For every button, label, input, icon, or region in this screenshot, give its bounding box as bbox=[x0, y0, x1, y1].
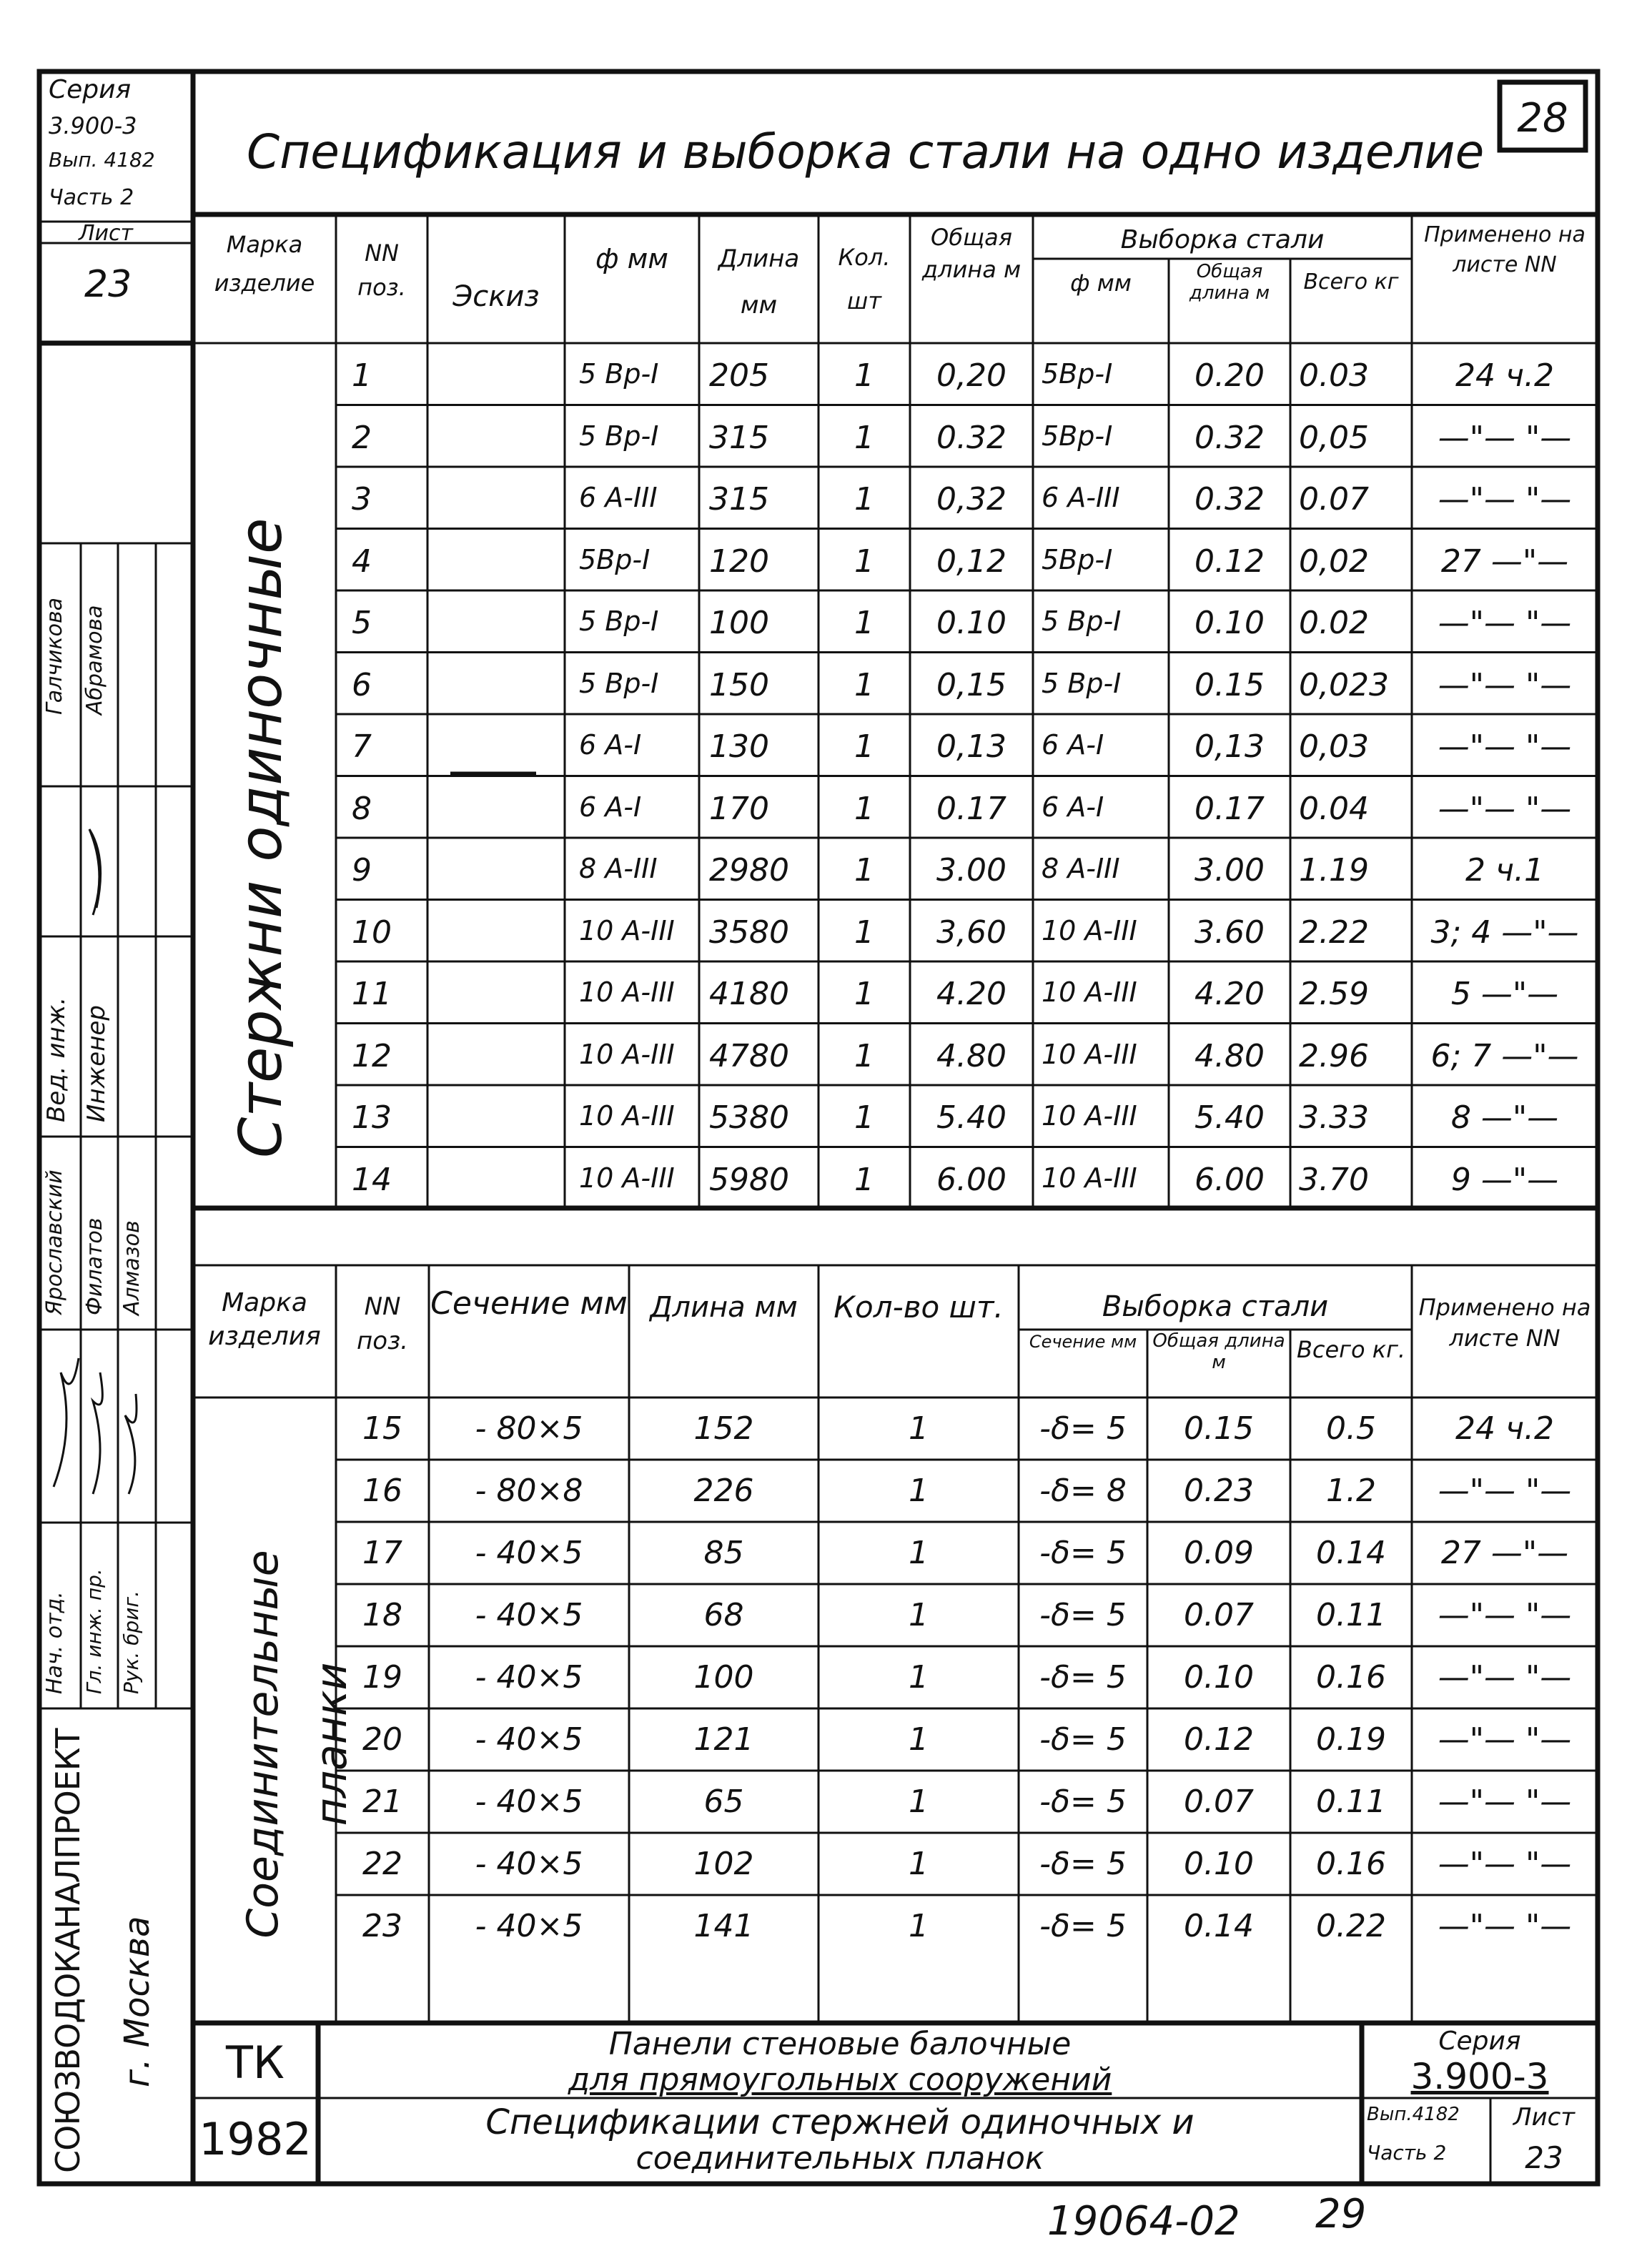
t2-cell-w: 0.16 bbox=[1316, 1659, 1386, 1696]
t1-cell-st: 0.10 bbox=[1195, 605, 1265, 641]
t1-cell-len: 315 bbox=[709, 419, 769, 456]
signature-mark bbox=[125, 1394, 137, 1494]
t2-cell-n: 19 bbox=[362, 1659, 402, 1696]
t2-cell-len: 226 bbox=[693, 1473, 754, 1509]
t1-cell-d: 5 Вр-I bbox=[579, 420, 659, 452]
t1-cell-tl: 4.80 bbox=[936, 1037, 1006, 1074]
t2-cell-s: - 40×5 bbox=[475, 1659, 583, 1696]
t2-cell-q: 1 bbox=[909, 1597, 929, 1633]
t2-header-length: Длина мм bbox=[650, 1291, 798, 1324]
t1-cell-len: 4180 bbox=[709, 976, 789, 1012]
t2-cell-len: 102 bbox=[693, 1846, 754, 1882]
t1-cell-sd: 10 А-III bbox=[1042, 914, 1137, 946]
t1-cell-len: 2980 bbox=[709, 852, 789, 889]
t2-cell-st: 0.23 bbox=[1184, 1473, 1254, 1509]
stamp-role-head-dept: Нач. отд. bbox=[42, 1591, 67, 1694]
page-title: Спецификация и выборка стали на одно изделие bbox=[247, 124, 1485, 179]
t1-header-sketch: Эскиз bbox=[452, 280, 540, 313]
t1-cell-u: 6; 7 —"— bbox=[1430, 1037, 1579, 1074]
t1-cell-sd: 5Вр-I bbox=[1042, 358, 1113, 390]
t2-cell-len: 85 bbox=[703, 1535, 744, 1571]
t2-cell-q: 1 bbox=[909, 1721, 929, 1758]
t2-cell-u: —"— "— bbox=[1438, 1908, 1572, 1944]
t1-header-total: Общая длина м bbox=[921, 224, 1022, 283]
t1-cell-st: 0.12 bbox=[1195, 543, 1265, 580]
t2-header-num: NN поз. bbox=[357, 1292, 408, 1355]
t1-cell-sd: 5 Вр-I bbox=[1042, 605, 1122, 637]
t2-cell-st: 0.07 bbox=[1184, 1597, 1254, 1633]
t1-cell-sd: 10 А-III bbox=[1042, 1162, 1137, 1194]
t1-cell-len: 100 bbox=[709, 605, 769, 641]
t1-cell-st: 3.60 bbox=[1195, 914, 1265, 951]
stamp-city: г. Москва bbox=[117, 1916, 157, 2087]
t1-header-sel-all: Всего кг bbox=[1303, 269, 1399, 295]
title-part: Часть 2 bbox=[1367, 2141, 1447, 2164]
t2-cell-ss: -δ= 8 bbox=[1039, 1473, 1127, 1509]
t2-cell-ss: -δ= 5 bbox=[1039, 1410, 1127, 1447]
t1-cell-st: 0.17 bbox=[1195, 790, 1265, 827]
t2-cell-ss: -δ= 5 bbox=[1039, 1721, 1127, 1758]
t1-cell-d: 10 А-III bbox=[579, 1038, 675, 1070]
t2-group-label: Соединительные планки bbox=[238, 1550, 357, 1939]
t2-cell-n: 21 bbox=[362, 1783, 402, 1820]
t2-cell-u: —"— "— bbox=[1438, 1473, 1572, 1509]
t1-cell-w: 0,02 bbox=[1299, 543, 1369, 580]
t1-cell-w: 0.03 bbox=[1299, 357, 1369, 394]
t2-cell-q: 1 bbox=[909, 1908, 929, 1944]
stamp-role-team-lead: Рук. бриг. bbox=[119, 1590, 143, 1694]
series-label: Серия bbox=[49, 75, 132, 104]
t1-cell-u: —"— "— bbox=[1438, 605, 1572, 641]
sheet-label: Лист bbox=[79, 221, 134, 246]
t2-cell-st: 0.07 bbox=[1184, 1783, 1254, 1820]
title-series-label: Серия bbox=[1438, 2027, 1521, 2056]
t1-cell-d: 10 А-III bbox=[579, 1100, 675, 1132]
t2-cell-s: - 80×5 bbox=[475, 1410, 583, 1447]
t2-cell-ss: -δ= 5 bbox=[1039, 1783, 1127, 1820]
t1-cell-q: 1 bbox=[854, 357, 874, 394]
t2-cell-s: - 40×5 bbox=[475, 1535, 583, 1571]
t2-cell-s: - 40×5 bbox=[475, 1597, 583, 1633]
t2-cell-st: 0.10 bbox=[1184, 1659, 1254, 1696]
t2-cell-n: 17 bbox=[362, 1535, 402, 1571]
title-code: ТК bbox=[226, 2037, 285, 2089]
t2-cell-ss: -δ= 5 bbox=[1039, 1846, 1127, 1882]
t2-cell-n: 18 bbox=[362, 1597, 402, 1633]
t2-cell-n: 20 bbox=[362, 1721, 402, 1758]
t1-cell-len: 3580 bbox=[709, 914, 789, 951]
t1-cell-tl: 0,13 bbox=[936, 728, 1006, 765]
t1-cell-u: 9 —"— bbox=[1450, 1161, 1559, 1198]
stamp-role-lead-engineer: Вед. инж. bbox=[42, 996, 71, 1122]
t2-cell-len: 100 bbox=[693, 1659, 754, 1696]
t2-header-sel-total: Общая длина м bbox=[1152, 1330, 1285, 1373]
t1-cell-sd: 5Вр-I bbox=[1042, 420, 1113, 452]
t1-cell-w: 0,03 bbox=[1299, 728, 1369, 765]
t1-cell-n: 2 bbox=[352, 419, 372, 456]
t1-cell-n: 4 bbox=[352, 543, 372, 580]
part-label: Часть 2 bbox=[49, 185, 134, 210]
t1-header-diam: ф мм bbox=[595, 243, 668, 274]
t1-cell-q: 1 bbox=[854, 914, 874, 951]
t1-cell-q: 1 bbox=[854, 1037, 874, 1074]
t2-header-mark: Марка изделия bbox=[208, 1288, 321, 1351]
signature-mark bbox=[93, 1372, 102, 1494]
t2-cell-len: 141 bbox=[693, 1908, 754, 1944]
t2-cell-n: 15 bbox=[362, 1410, 402, 1447]
t1-cell-u: 5 —"— bbox=[1450, 976, 1559, 1012]
t1-cell-tl: 0,15 bbox=[936, 666, 1006, 703]
t2-cell-len: 121 bbox=[693, 1721, 754, 1758]
t1-cell-w: 0.07 bbox=[1299, 481, 1369, 518]
t1-group-label: Стержни одиночные bbox=[227, 518, 295, 1158]
t1-cell-d: 6 А-I bbox=[579, 729, 642, 761]
t2-cell-u: —"— "— bbox=[1438, 1846, 1572, 1882]
t1-cell-sd: 10 А-III bbox=[1042, 1100, 1137, 1132]
t2-cell-q: 1 bbox=[909, 1535, 929, 1571]
t2-cell-w: 0.19 bbox=[1316, 1721, 1386, 1758]
t1-header-sel-total: Общая длина м bbox=[1189, 261, 1270, 304]
t1-cell-d: 6 А-III bbox=[579, 482, 658, 513]
t1-cell-st: 0,13 bbox=[1195, 728, 1265, 765]
t1-cell-len: 120 bbox=[709, 543, 769, 580]
t1-cell-tl: 0.17 bbox=[936, 790, 1006, 827]
t1-cell-u: —"— "— bbox=[1438, 728, 1572, 765]
t2-cell-w: 1.2 bbox=[1326, 1473, 1376, 1509]
t1-cell-st: 4.80 bbox=[1195, 1037, 1265, 1074]
sheet-value: 23 bbox=[84, 263, 132, 306]
t1-cell-len: 315 bbox=[709, 481, 769, 518]
footer-page: 29 bbox=[1315, 2191, 1367, 2237]
t2-cell-st: 0.12 bbox=[1184, 1721, 1254, 1758]
t1-cell-sd: 6 А-I bbox=[1042, 791, 1104, 823]
t1-cell-tl: 6.00 bbox=[936, 1161, 1006, 1198]
title-sheet-label: Лист bbox=[1513, 2103, 1576, 2132]
t2-cell-q: 1 bbox=[909, 1473, 929, 1509]
t2-header-qty: Кол-во шт. bbox=[834, 1290, 1004, 1325]
t1-cell-d: 10 А-III bbox=[579, 976, 675, 1008]
t1-cell-sd: 5 Вр-I bbox=[1042, 667, 1122, 699]
t1-cell-n: 8 bbox=[352, 790, 372, 827]
title-project-line2: для прямоугольных сооружений bbox=[568, 2062, 1112, 2098]
stamp-name-abramova: Абрамова bbox=[82, 605, 107, 715]
t2-cell-st: 0.10 bbox=[1184, 1846, 1254, 1882]
t1-cell-w: 3.33 bbox=[1299, 1099, 1369, 1136]
t1-cell-st: 0.32 bbox=[1195, 419, 1265, 456]
t2-cell-u: —"— "— bbox=[1438, 1659, 1572, 1696]
t1-cell-st: 0.15 bbox=[1195, 666, 1265, 703]
t1-cell-u: 24 ч.2 bbox=[1455, 357, 1554, 394]
t1-cell-len: 130 bbox=[709, 728, 769, 765]
t2-header-section: Сечение мм bbox=[430, 1285, 628, 1322]
t2-header-used: Применено на листе NN bbox=[1418, 1294, 1591, 1352]
t1-cell-q: 1 bbox=[854, 976, 874, 1012]
stamp-name-almazov: Алмазов bbox=[119, 1220, 144, 1315]
t1-cell-len: 5980 bbox=[709, 1161, 789, 1198]
signature-mark bbox=[54, 1358, 79, 1487]
t1-cell-n: 11 bbox=[352, 976, 392, 1012]
t1-cell-tl: 4.20 bbox=[936, 976, 1006, 1012]
t1-cell-n: 12 bbox=[352, 1037, 392, 1074]
t1-cell-q: 1 bbox=[854, 666, 874, 703]
t1-cell-tl: 0,12 bbox=[936, 543, 1006, 580]
t2-cell-q: 1 bbox=[909, 1659, 929, 1696]
t2-cell-s: - 40×5 bbox=[475, 1846, 583, 1882]
t2-cell-len: 152 bbox=[693, 1410, 754, 1447]
t1-cell-u: —"— "— bbox=[1438, 481, 1572, 518]
t1-cell-tl: 3.00 bbox=[936, 852, 1006, 889]
t2-cell-w: 0.5 bbox=[1326, 1410, 1376, 1447]
series-value: 3.900-3 bbox=[49, 112, 137, 139]
t2-cell-w: 0.16 bbox=[1316, 1846, 1386, 1882]
t1-cell-d: 5 Вр-I bbox=[579, 605, 659, 637]
t1-cell-tl: 0.32 bbox=[936, 419, 1006, 456]
t2-cell-ss: -δ= 5 bbox=[1039, 1597, 1127, 1633]
t2-cell-u: —"— "— bbox=[1438, 1721, 1572, 1758]
page-number: 28 bbox=[1517, 95, 1568, 142]
t1-header-num: NN поз. bbox=[357, 239, 406, 301]
t2-cell-u: —"— "— bbox=[1438, 1783, 1572, 1820]
t1-cell-sd: 5Вр-I bbox=[1042, 543, 1113, 575]
stamp-role-chief-eng: Гл. инж. пр. bbox=[82, 1568, 106, 1694]
t1-cell-sd: 8 А-III bbox=[1042, 853, 1120, 884]
t1-cell-q: 1 bbox=[854, 1161, 874, 1198]
title-year: 1982 bbox=[199, 2113, 312, 2165]
t1-cell-u: 8 —"— bbox=[1450, 1099, 1559, 1136]
t1-cell-u: 3; 4 —"— bbox=[1430, 914, 1579, 951]
t1-cell-u: 27 —"— bbox=[1440, 543, 1569, 580]
t2-header-selection: Выборка стали bbox=[1102, 1290, 1329, 1323]
t2-cell-u: 24 ч.2 bbox=[1455, 1410, 1554, 1447]
signature-mark bbox=[89, 829, 101, 915]
t2-cell-ss: -δ= 5 bbox=[1039, 1659, 1127, 1696]
t1-cell-st: 3.00 bbox=[1195, 852, 1265, 889]
t1-header-used: Применено на листе NN bbox=[1424, 222, 1586, 277]
t2-header-sel-all: Всего кг. bbox=[1296, 1336, 1406, 1363]
t1-cell-n: 14 bbox=[352, 1161, 392, 1198]
t1-cell-len: 170 bbox=[709, 790, 769, 827]
t1-cell-d: 5Вр-I bbox=[579, 543, 651, 575]
t1-cell-n: 9 bbox=[352, 852, 372, 889]
t1-cell-w: 0.02 bbox=[1299, 605, 1369, 641]
t1-cell-d: 6 А-I bbox=[579, 791, 642, 823]
t1-cell-q: 1 bbox=[854, 543, 874, 580]
stamp-name-filatov: Филатов bbox=[82, 1217, 107, 1315]
t1-cell-w: 0.04 bbox=[1299, 790, 1369, 827]
t2-cell-w: 0.22 bbox=[1316, 1908, 1386, 1944]
t1-cell-sd: 6 А-I bbox=[1042, 729, 1104, 761]
t2-cell-n: 23 bbox=[362, 1908, 402, 1944]
t1-cell-u: —"— "— bbox=[1438, 419, 1572, 456]
title-series-value: 3.900-3 bbox=[1410, 2056, 1549, 2097]
t1-header-mark: Марка изделие bbox=[214, 231, 315, 297]
t1-cell-st: 5.40 bbox=[1195, 1099, 1265, 1136]
title-sheet-value: 23 bbox=[1525, 2140, 1563, 2175]
t1-cell-tl: 0,32 bbox=[936, 481, 1006, 518]
t1-cell-sd: 6 А-III bbox=[1042, 482, 1120, 513]
t1-cell-q: 1 bbox=[854, 728, 874, 765]
t2-cell-q: 1 bbox=[909, 1783, 929, 1820]
signatures bbox=[0, 0, 193, 2261]
t1-cell-len: 205 bbox=[709, 357, 769, 394]
t1-cell-u: —"— "— bbox=[1438, 790, 1572, 827]
t2-cell-n: 22 bbox=[362, 1846, 402, 1882]
t1-cell-n: 3 bbox=[352, 481, 372, 518]
t1-cell-sd: 10 А-III bbox=[1042, 976, 1137, 1008]
t2-cell-ss: -δ= 5 bbox=[1039, 1908, 1127, 1944]
t1-cell-tl: 0.10 bbox=[936, 605, 1006, 641]
title-project-line1: Панели стеновые балочные bbox=[608, 2026, 1072, 2062]
t1-cell-w: 3.70 bbox=[1299, 1161, 1369, 1198]
t1-cell-n: 10 bbox=[352, 914, 392, 951]
t1-cell-tl: 3,60 bbox=[936, 914, 1006, 951]
footer-doc-number: 19064-02 bbox=[1047, 2198, 1240, 2245]
t1-cell-w: 1.19 bbox=[1299, 852, 1369, 889]
t2-cell-s: - 40×5 bbox=[475, 1908, 583, 1944]
t1-cell-d: 10 А-III bbox=[579, 914, 675, 946]
t1-cell-n: 13 bbox=[352, 1099, 392, 1136]
t2-cell-s: - 80×8 bbox=[475, 1473, 583, 1509]
stamp-role-engineer: Инженер bbox=[82, 1005, 111, 1122]
t1-header-selection: Выборка стали bbox=[1120, 225, 1325, 254]
t1-cell-q: 1 bbox=[854, 790, 874, 827]
t2-cell-w: 0.14 bbox=[1316, 1535, 1386, 1571]
t1-cell-d: 10 А-III bbox=[579, 1162, 675, 1194]
t1-cell-n: 1 bbox=[352, 357, 372, 394]
t1-cell-q: 1 bbox=[854, 605, 874, 641]
t2-cell-s: - 40×5 bbox=[475, 1783, 583, 1820]
t1-cell-q: 1 bbox=[854, 419, 874, 456]
t1-cell-q: 1 bbox=[854, 852, 874, 889]
t2-cell-u: —"— "— bbox=[1438, 1597, 1572, 1633]
t2-header-sel-section: Сечение мм bbox=[1029, 1332, 1137, 1352]
t2-cell-len: 68 bbox=[703, 1597, 744, 1633]
t1-cell-len: 5380 bbox=[709, 1099, 789, 1136]
t1-cell-w: 2.96 bbox=[1299, 1037, 1369, 1074]
t2-cell-u: 27 —"— bbox=[1440, 1535, 1569, 1571]
t1-cell-q: 1 bbox=[854, 481, 874, 518]
t1-cell-u: —"— "— bbox=[1438, 666, 1572, 703]
t1-cell-n: 6 bbox=[352, 666, 372, 703]
t1-cell-n: 7 bbox=[352, 728, 372, 765]
t2-cell-n: 16 bbox=[362, 1473, 402, 1509]
t1-cell-st: 4.20 bbox=[1195, 976, 1265, 1012]
stamp-organization: СОЮЗВОДОКАНАЛПРОЕКТ bbox=[49, 1728, 87, 2173]
t1-cell-w: 2.22 bbox=[1299, 914, 1369, 951]
t2-cell-len: 65 bbox=[703, 1783, 744, 1820]
title-doc-line1: Спецификации стержней одиночных и bbox=[485, 2102, 1195, 2142]
t1-cell-tl: 5.40 bbox=[936, 1099, 1006, 1136]
t2-cell-ss: -δ= 5 bbox=[1039, 1535, 1127, 1571]
title-doc-line2: соединительных планок bbox=[635, 2140, 1044, 2177]
t1-cell-tl: 0,20 bbox=[936, 357, 1006, 394]
t1-cell-d: 8 А-III bbox=[579, 853, 658, 884]
t1-cell-len: 150 bbox=[709, 666, 769, 703]
t1-cell-u: 2 ч.1 bbox=[1465, 852, 1544, 889]
stamp-name-galchikova: Галчикова bbox=[42, 597, 67, 715]
t1-cell-w: 0,05 bbox=[1299, 419, 1369, 456]
stamp-name-yaroslavsky: Ярославский bbox=[42, 1169, 67, 1315]
t2-cell-st: 0.09 bbox=[1184, 1535, 1254, 1571]
t2-cell-st: 0.15 bbox=[1184, 1410, 1254, 1447]
t1-cell-st: 0.32 bbox=[1195, 481, 1265, 518]
t2-cell-w: 0.11 bbox=[1316, 1783, 1386, 1820]
t1-cell-st: 6.00 bbox=[1195, 1161, 1265, 1198]
t1-header-sel-diam: ф мм bbox=[1070, 269, 1132, 297]
t1-cell-w: 2.59 bbox=[1299, 976, 1369, 1012]
title-issue: Вып.4182 bbox=[1367, 2104, 1460, 2125]
t1-cell-d: 5 Вр-I bbox=[579, 667, 659, 699]
t1-cell-sd: 10 А-III bbox=[1042, 1038, 1137, 1070]
t1-cell-d: 5 Вр-I bbox=[579, 358, 659, 390]
t1-header-qty: Кол. шт bbox=[838, 244, 891, 315]
t1-cell-n: 5 bbox=[352, 605, 372, 641]
t2-cell-q: 1 bbox=[909, 1410, 929, 1447]
t2-cell-q: 1 bbox=[909, 1846, 929, 1882]
issue-label: Вып. 4182 bbox=[49, 148, 155, 172]
t2-cell-w: 0.11 bbox=[1316, 1597, 1386, 1633]
t1-cell-len: 4780 bbox=[709, 1037, 789, 1074]
t2-cell-st: 0.14 bbox=[1184, 1908, 1254, 1944]
t1-cell-q: 1 bbox=[854, 1099, 874, 1136]
t2-cell-s: - 40×5 bbox=[475, 1721, 583, 1758]
t1-cell-st: 0.20 bbox=[1195, 357, 1265, 394]
t1-header-length: Длина мм bbox=[718, 244, 800, 320]
t1-cell-w: 0,023 bbox=[1299, 666, 1389, 703]
